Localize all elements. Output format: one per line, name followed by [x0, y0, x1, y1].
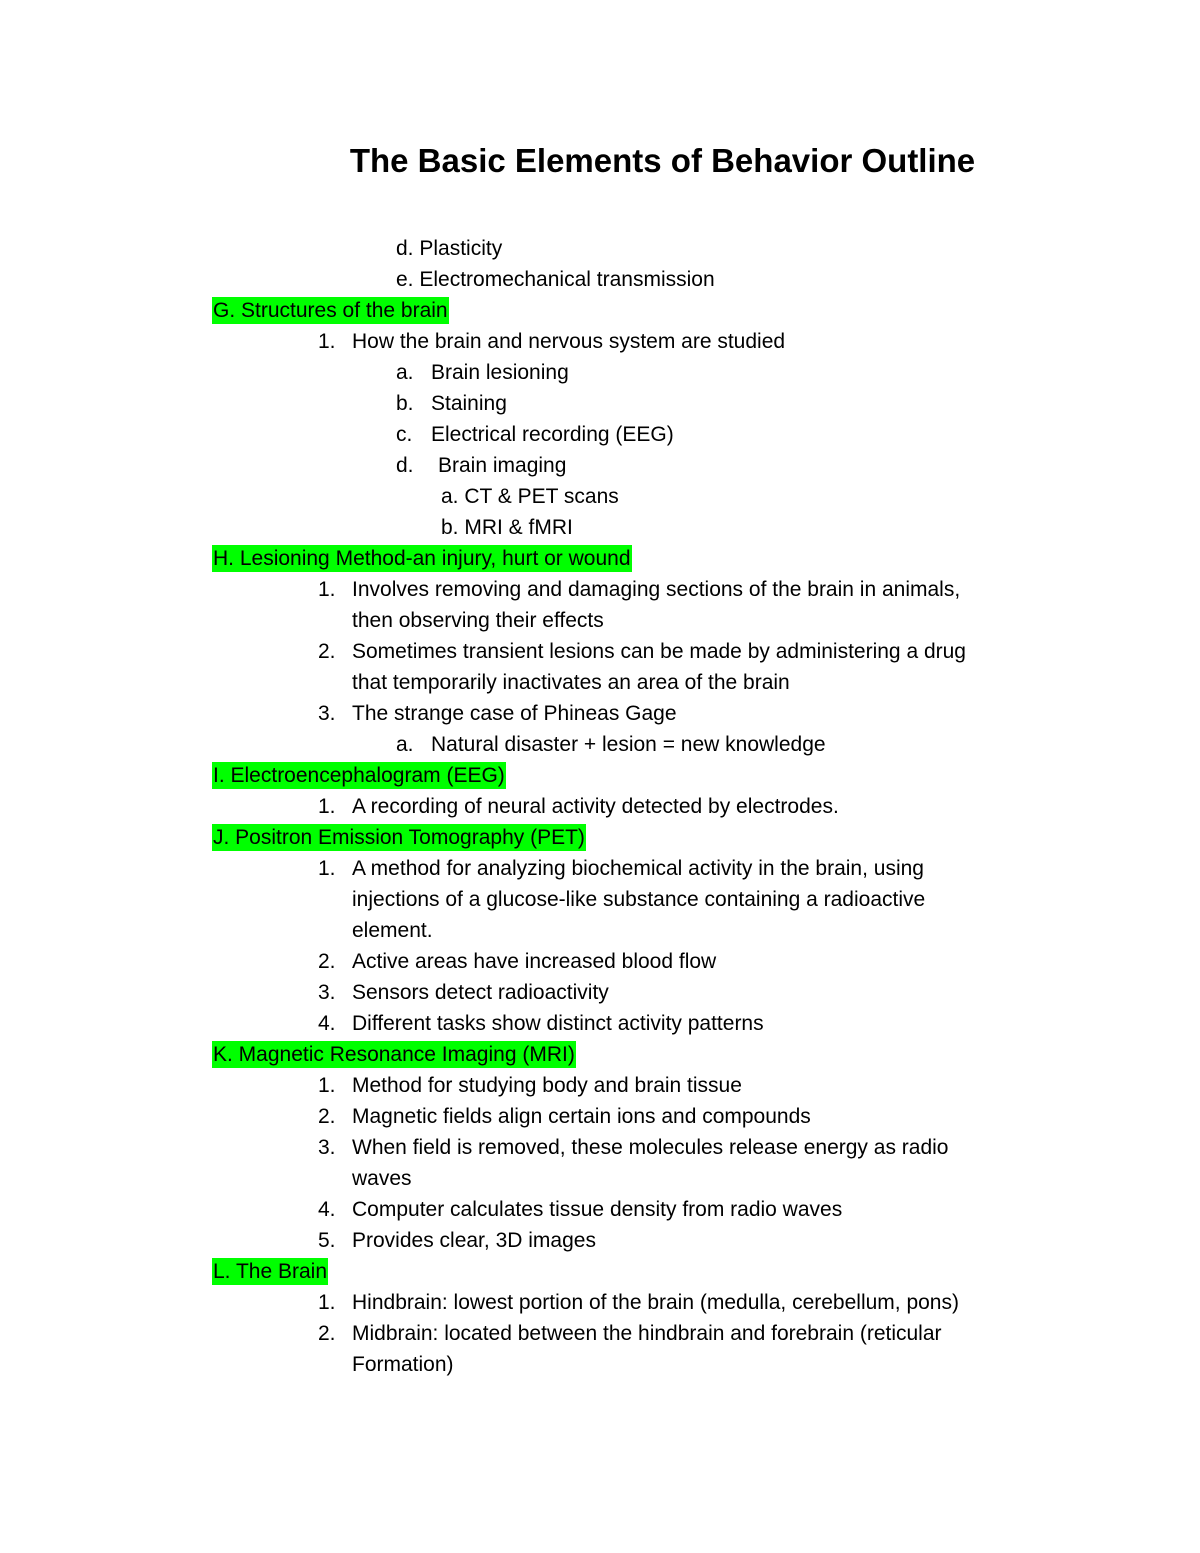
item-text: Formation) [352, 1353, 454, 1376]
list-item [0, 1225, 1200, 1256]
item-text: A method for analyzing biochemical activity in the brain, using [352, 857, 924, 880]
item-text: Brain lesioning [431, 361, 569, 384]
list-number: 3. [318, 702, 336, 725]
item-text: Method for studying body and brain tissue [352, 1074, 742, 1097]
list-item [0, 698, 1200, 729]
list-item [0, 977, 1200, 1008]
list-number: 1. [318, 1291, 336, 1314]
list-item [0, 574, 1200, 605]
highlighted-heading: K. Magnetic Resonance Imaging (MRI) [213, 1043, 575, 1066]
list-item [0, 1070, 1200, 1101]
item-text: waves [352, 1167, 412, 1190]
highlighted-heading: H. Lesioning Method-an injury, hurt or wound [213, 547, 631, 570]
highlighted-heading: I. Electroencephalogram (EEG) [213, 764, 505, 787]
page-title: The Basic Elements of Behavior Outline [349, 142, 976, 179]
list-item [0, 1194, 1200, 1225]
list-number: 2. [318, 1105, 336, 1128]
list-number: 2. [318, 640, 336, 663]
item-text: The strange case of Phineas Gage [352, 702, 677, 725]
section-heading-h [0, 543, 1200, 574]
list-number: 5. [318, 1229, 336, 1252]
list-item [0, 1132, 1200, 1163]
list-number: 3. [318, 1136, 336, 1159]
list-item-continuation [0, 1349, 1200, 1380]
list-item [0, 853, 1200, 884]
item-text: Computer calculates tissue density from radio waves [352, 1198, 843, 1221]
item-text: Hindbrain: lowest portion of the brain (medulla, cerebellum, pons) [352, 1291, 959, 1314]
item-text: Active areas have increased blood flow [352, 950, 717, 973]
list-item-continuation [0, 605, 1200, 636]
item-text: Involves removing and damaging sections of the brain in animals, [352, 578, 961, 601]
deep-list-item [0, 481, 1200, 512]
list-item [0, 1287, 1200, 1318]
section-heading-l [0, 1256, 1200, 1287]
item-text: Natural disaster + lesion = new knowledge [431, 733, 826, 756]
list-item [0, 326, 1200, 357]
list-number: 1. [318, 857, 336, 880]
list-number: 1. [318, 330, 336, 353]
section-heading-k [0, 1039, 1200, 1070]
list-letter: a. [396, 733, 414, 756]
list-item [0, 791, 1200, 822]
sub-list-item [0, 357, 1200, 388]
list-letter: c. [396, 423, 413, 446]
section-heading-g [0, 295, 1200, 326]
list-letter: a. [396, 361, 414, 384]
item-text: Electrical recording (EEG) [431, 423, 674, 446]
list-letter: b. [396, 392, 414, 415]
sub-list-item [0, 450, 1200, 481]
item-text: b. MRI & fMRI [441, 516, 573, 539]
deep-list-item [0, 512, 1200, 543]
list-item [0, 264, 1200, 295]
item-text: Sometimes transient lesions can be made by administering a drug [352, 640, 966, 663]
item-text: e. Electromechanical transmission [396, 268, 715, 291]
item-text: Staining [431, 392, 507, 415]
list-number: 4. [318, 1198, 336, 1221]
item-text: d. Plasticity [396, 237, 503, 260]
list-number: 3. [318, 981, 336, 1004]
list-item [0, 1008, 1200, 1039]
list-item [0, 946, 1200, 977]
list-item [0, 636, 1200, 667]
section-heading-i [0, 760, 1200, 791]
item-text: then observing their effects [352, 609, 604, 632]
list-number: 4. [318, 1012, 336, 1035]
sub-list-item [0, 419, 1200, 450]
list-number: 1. [318, 795, 336, 818]
list-item [0, 1101, 1200, 1132]
highlighted-heading: J. Positron Emission Tomography (PET) [213, 826, 585, 849]
item-text: that temporarily inactivates an area of the brain [352, 671, 790, 694]
list-number: 1. [318, 1074, 336, 1097]
item-text: a. CT & PET scans [441, 485, 619, 508]
item-text: When field is removed, these molecules release energy as radio [352, 1136, 949, 1159]
item-text: A recording of neural activity detected by electrodes. [352, 795, 839, 818]
list-item-continuation [0, 1163, 1200, 1194]
list-item [0, 1318, 1200, 1349]
item-text: Brain imaging [438, 454, 567, 477]
list-item-continuation [0, 667, 1200, 698]
item-text: element. [352, 919, 433, 942]
highlighted-heading: G. Structures of the brain [213, 299, 448, 322]
list-item-continuation [0, 884, 1200, 915]
list-item-continuation [0, 915, 1200, 946]
item-text: Sensors detect radioactivity [352, 981, 609, 1004]
sub-list-item [0, 388, 1200, 419]
section-heading-j [0, 822, 1200, 853]
item-text: Provides clear, 3D images [352, 1229, 596, 1252]
item-text: Different tasks show distinct activity patterns [352, 1012, 764, 1035]
list-number: 2. [318, 1322, 336, 1345]
list-number: 1. [318, 578, 336, 601]
sub-list-item [0, 729, 1200, 760]
item-text: Magnetic fields align certain ions and compounds [352, 1105, 811, 1128]
list-number: 2. [318, 950, 336, 973]
list-item [0, 233, 1200, 264]
item-text: injections of a glucose-like substance containing a radioactive [352, 888, 926, 911]
list-letter: d. [396, 454, 414, 477]
highlighted-heading: L. The Brain [213, 1260, 328, 1283]
outline [0, 233, 1200, 1380]
item-text: How the brain and nervous system are studied [352, 330, 786, 353]
item-text: Midbrain: located between the hindbrain and forebrain (reticular [352, 1322, 942, 1345]
